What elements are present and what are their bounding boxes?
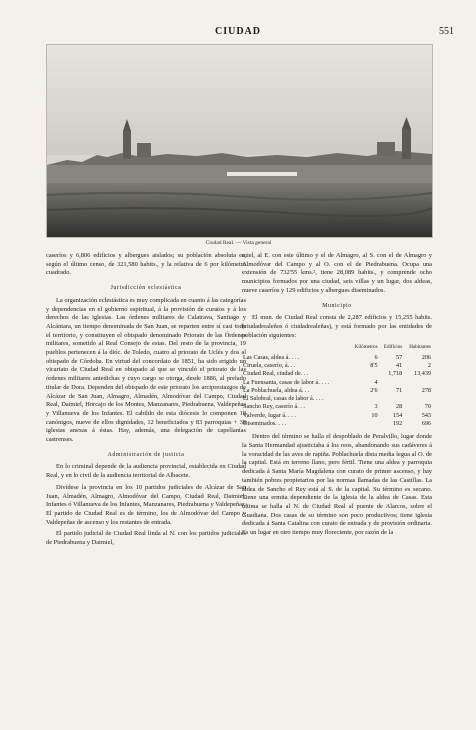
- city-photograph: [46, 44, 433, 238]
- justice-paragraph-1: En lo criminal depende de la audiencia provincial, establecida en Ciudad Real, y en lo civil de la audiencia territorial de Albacete.: [46, 463, 246, 480]
- table-cell: 154: [392, 411, 403, 419]
- table-cell: 57: [396, 353, 403, 361]
- table-cell: 192: [392, 420, 403, 427]
- table-cell: [379, 379, 404, 387]
- table-cell: 206: [421, 353, 431, 361]
- table-cell: [348, 370, 378, 378]
- table-cell: La Fuensanta, casas de labor á. . . .: [243, 378, 330, 386]
- table-row: [242, 379, 432, 387]
- table-header-cell: Edificios: [383, 344, 403, 351]
- table-cell: Valverde, lugar á. . . .: [243, 411, 296, 419]
- table-cell: Ciudad Real, ciudad de. . .: [243, 370, 309, 378]
- table-cell: 2'6: [370, 386, 378, 394]
- table-cell: 6: [374, 353, 378, 361]
- table-row: [242, 403, 432, 411]
- table-row: [242, 354, 432, 362]
- table-cell: Ciruela, caserío, á. . .: [243, 361, 296, 369]
- intro-paragraph: caseríos y 6,806 edificios y albergues aislados; su población absoluta es, según el último censo, de 321,580 habits., y la relativa de 6 por kilómetro cuadrado.: [46, 252, 246, 277]
- section-heading-ecclesiastical: Jurisdicción eclesiástica: [110, 285, 182, 292]
- table-header-cell: [242, 343, 348, 353]
- table-cell: [348, 420, 378, 428]
- photo-caption: Ciudad Real. — Vista general: [205, 240, 272, 246]
- table-cell: 3: [374, 403, 378, 411]
- table-cell: Las Casas, aldea á. . . .: [243, 353, 300, 361]
- table-row: [242, 370, 432, 378]
- table-cell: 13,439: [413, 370, 431, 378]
- section-heading-justice: Administración de justicia: [107, 451, 185, 458]
- left-column: [46, 252, 246, 551]
- justice-paragraph-3: El partido judicial de Ciudad Real linda al N. con los partidos judiciales de Piedrabuena y Daimiel,: [46, 530, 246, 547]
- municipality-paragraph: El mun. de Ciudad Real consta de 2,287 edificios y 15,255 habits. (ciudadrealeños ó ciudadrealeñas), y está formado por las entidades de población siguientes:: [242, 314, 432, 339]
- table-cell: 41: [396, 361, 403, 369]
- table-cell: 2: [427, 361, 431, 369]
- table-cell: 8'5: [370, 361, 378, 369]
- table-header-cell: Habitantes: [409, 344, 431, 351]
- right-column: [242, 252, 432, 541]
- table-row: [242, 395, 432, 403]
- ecclesiastical-paragraph: La organización eclesiástica es muy complicada en cuanto á las categorías y dependencias en el gobierno espiritual, á la provisión de curatos y á los derechos de las iglesias. Las órdenes militares de Calatrava, Santiago y Alcántara, un tiempo denominada de San Juan, se reparten entre sí casi todo el territorio, y constituyen el obispado denominado Priorato de las Órdenes militares, sometido al Real Consejo de estas. Del resto de la provincia, 19 pueblos pertenecen á la dióc. de Toledo, cuatro al priorato de Uclés y dos al obispado de Córdoba. En virtud del concordato de 1851, ha sido erigido un vicariato de Ciudad Real en obispado al que se vinculó el priorato de las órdenes militares antedichas y cuyo cargo se otorga, desde 1886, al prelado titular de Dora. Dependen del obispado de este priorato los arciprestazgos de Alcázar de San Juan, Almagro, Almadén, Almodóvar del Campo, Ciudad Real, Daimiel, Horcajo de los Montes, Manzanares, Piedrabuena, Valdepeñas y Villanueva de los Infantes. El cabildo de esta diócesis lo componen 18 canónigos, nueve de ellos dignidades, 12 beneficiados y 83 parroquias + 38 iglesias anexas á éstas. Hay, además, una delegación de capellanías castrenses.: [46, 296, 246, 444]
- running-title: CIUDAD: [215, 26, 261, 37]
- table-cell: La Poblachuela, aldea á. . .: [243, 386, 310, 394]
- table-row: [242, 412, 432, 420]
- table-cell: Diseminados. . . .: [243, 420, 287, 427]
- table-row: [242, 387, 432, 395]
- section-heading-municipality: Municipio: [322, 302, 352, 309]
- page-header: [0, 26, 476, 40]
- table-cell: 278: [421, 386, 431, 394]
- table-cell: 543: [421, 411, 431, 419]
- district-paragraph: miel, al E. con este último y el de Almagro, al S. con el de Almagro y Almodóvar del Campo y al O. con el de Piedrabuena. Ocupa una extensión de 732'55 kms.², tiene 28,089 habits., y comprende ocho municipios formados por una ciudad, seis villas y un lugar, dos aldeas, nueve caseríos y 129 edificios y albergues diseminados.: [242, 252, 432, 294]
- locality-description-paragraph: Dentro del término se halla el despoblado de Peralvillo, lugar donde la Santa Hermandad ajusticiaba á los reos, abandonando sus cadáveres á la voracidad de las aves de rapiña. Poblachuela dista media legua al O. de la capital. Está en terreno llano, pero fértil. Tiene una aldea y parroquia dedicada á Santa María Magdalena con curato de primer ascenso, y hay también pobres propietarios por las normas llamadas de las Castillas. La aldea de Sancho el Rey está al S. de la capital. Su término es secano. Tiene una ermita dependiente de la iglesia de la aldea de Casas. Esta última se halla al N. de Ciudad Real al puente de Alarcos, sobre el Guadiana. Dos casas de su término son poco productivos; tiene iglesia dedicada á Santa Catalina con curato de entrada y de provisión ordinaria. Es un lugar en otro tiempo muy floreciente, por razón de la: [242, 433, 432, 537]
- table-cell: [403, 395, 432, 403]
- table-cell: 71: [396, 386, 403, 394]
- table-row: [242, 420, 432, 428]
- population-table: [242, 343, 432, 428]
- table-cell: 70: [424, 403, 431, 411]
- table-cell: Sancho Rey, caserío á. . .: [243, 403, 305, 411]
- justice-paragraph-2: Divídese la provincia en los 10 partidos judiciales de Alcázar de San Juan, Almadén, Almagro, Almodóvar del Campo, Ciudad Real, Daimiel, Infantes ó Villanueva de los Infantes, Manzanares, Piedrabuena y Valdepeñas. El partido de Ciudad Real es de término, los de Almodóvar del Campo y Valdepeñas de ascenso y los restantes de entrada.: [46, 483, 246, 526]
- table-cell: 28: [396, 403, 403, 411]
- table-cell: 10: [371, 411, 378, 419]
- table-cell: [348, 395, 378, 403]
- table-cell: [403, 379, 432, 387]
- table-header-row: [242, 343, 432, 353]
- table-cell: 696: [421, 420, 431, 427]
- table-cell: [379, 395, 404, 403]
- table-cell: El Salobral, casas de labor á. . . .: [243, 395, 324, 403]
- table-header-cell: Kilómetros: [354, 344, 378, 351]
- table-cell: 1,718: [388, 370, 403, 378]
- table-row: [242, 362, 432, 370]
- table-cell: 4: [374, 378, 378, 386]
- page-number: 551: [439, 26, 454, 37]
